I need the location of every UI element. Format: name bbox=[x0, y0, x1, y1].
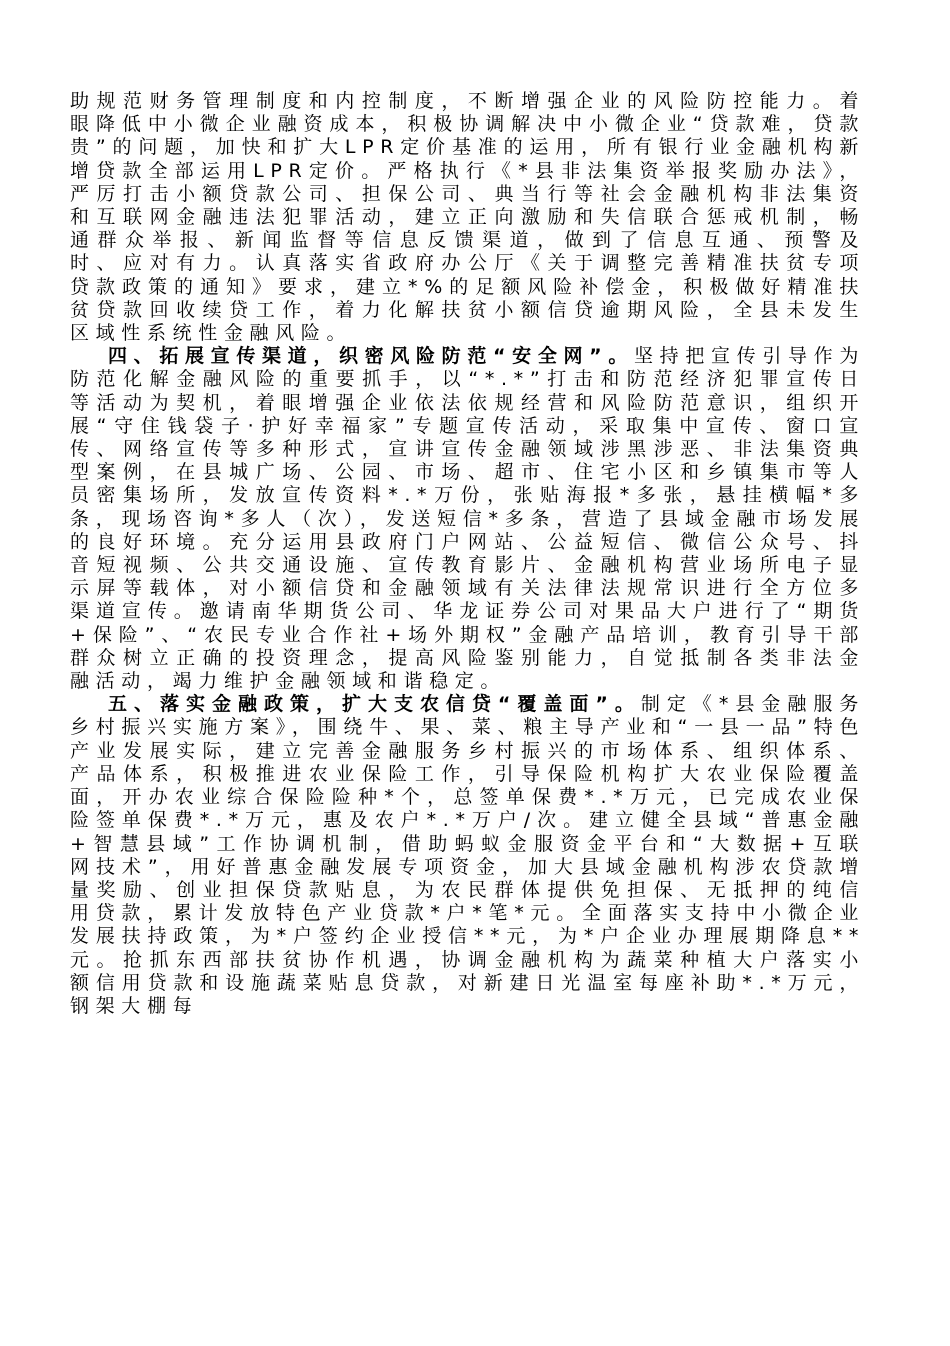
section-heading-four: 四、拓展宣传渠道，织密风险防范“安全网”。 bbox=[108, 345, 634, 368]
section-heading-five: 五、落实金融政策，扩大支农信贷“覆盖面”。 bbox=[108, 693, 641, 716]
document-page bbox=[70, 90, 865, 1018]
paragraph-financial-policy bbox=[70, 693, 865, 1018]
paragraph-publicity bbox=[70, 345, 865, 693]
paragraph-body: 坚持把宣传引导作为防范化解金融风险的重要抓手，以“*.*”打击和防范经济犯罪宣传日等活动为契机，着眼增强企业依法依规经营和风险防范意识，组织开展“守住钱袋子·护好幸福家”专题宣传活动，采取集中宣传、窗口宣传、网络宣传等多种形式，宣讲宣传金融领域涉黑涉恶、非法集资典型案例，在县城广场、公园、市场、超市、住宅小区和乡镇集市等人员密集场所，发放宣传资料*.*万份，张贴海报*多张，悬挂横幅*多条，现场咨询*多人（次），发送短信*多条，营造了县域金融市场发展的良好环境。充分运用县政府门户网站、公益短信、微信公众号、抖音短视频、公共交通设施、宣传教育影片、金融机构营业场所电子显示屏等载体，对小额信贷和金融领域有关法律法规常识进行全方位多渠道宣传。邀请南华期货公司、华龙证券公司对果品大户进行了“期货+保险”、“农民专业合作社+场外期权”金融产品培训，教育引导干部群众树立正确的投资理念，提高风险鉴别能力，自觉抵制各类非法金融活动，竭力维护金融领域和谐稳定。 bbox=[70, 345, 865, 693]
paragraph-body: 制定《*县金融服务乡村振兴实施方案》，围绕牛、果、菜、粮主导产业和“一县一品”特色产业发展实际，建立完善金融服务乡村振兴的市场体系、组织体系、产品体系，积极推进农业保险工作，引导保险机构扩大农业保险覆盖面，开办农业综合保险险种*个，总签单保费*.*万元，已完成农业保险签单保费*.*万元，惠及农户*.*万户/次。建立健全县域“普惠金融+智慧县域”工作协调机制，借助蚂蚁金服资金平台和“大数据+互联网技术”，用好普惠金融发展专项资金，加大县域金融机构涉农贷款增量奖励、创业担保贷款贴息，为农民群体提供免担保、无抵押的纯信用贷款，累计发放特色产业贷款*户*笔*元。全面落实支持中小微企业发展扶持政策，为*户签约企业授信**元，为*户企业办理展期降息**元。抢抓东西部扶贫协作机遇，协调金融机构为蔬菜种植大户落实小额信用贷款和设施蔬菜贴息贷款，对新建日光温室每座补助*.*万元，钢架大棚每 bbox=[70, 693, 865, 1017]
paragraph-risk-control bbox=[70, 90, 865, 345]
paragraph-body: 助规范财务管理制度和内控制度，不断增强企业的风险防控能力。着眼降低中小微企业融资成本，积极协调解决中小微企业“贷款难，贷款贵”的问题，加快和扩大LPR定价基准的运用，所有银行业金融机构新增贷款全部运用LPR定价。严格执行《*县非法集资举报奖励办法》，严厉打击小额贷款公司、担保公司、典当行等社会金融机构非法集资和互联网金融违法犯罪活动，建立正向激励和失信联合惩戒机制，畅通群众举报、新闻监督等信息反馈渠道，做到了信息互通、预警及时、应对有力。认真落实省政府办公厅《关于调整完善精准扶贫专项贷款政策的通知》要求，建立*%的足额风险补偿金，积极做好精准扶贫贷款回收续贷工作，着力化解扶贫小额信贷逾期风险，全县未发生区域性系统性金融风险。 bbox=[70, 90, 865, 345]
